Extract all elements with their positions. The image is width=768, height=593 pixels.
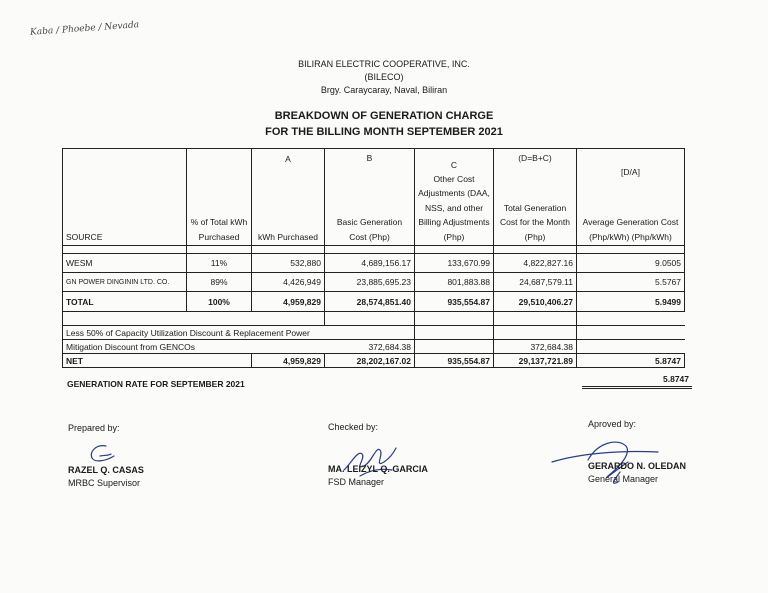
doc-subtitle: FOR THE BILLING MONTH SEPTEMBER 2021 [265, 126, 503, 138]
kwh-cell: 4,426,949 [252, 273, 325, 292]
total-cost-cell: 4,822,827.16 [494, 254, 577, 273]
less-line1-row [63, 326, 685, 340]
col-pct-header: % of Total kWh Purchased [187, 149, 252, 246]
generation-rate-value: 5.8747 [663, 374, 689, 384]
spacer-row [63, 246, 685, 254]
net-other-cost: 935,554.87 [415, 354, 494, 368]
total-cost-cell: 24,687,579.11 [494, 273, 577, 292]
net-row [63, 354, 685, 368]
less-discount-line2: Mitigation Discount from GENCOs [63, 340, 325, 354]
net-avg-cost: 5.8747 [577, 354, 685, 368]
kwh-cell: 532,880 [252, 254, 325, 273]
table-row [63, 273, 685, 292]
double-underline-top [582, 386, 692, 387]
col-b-code: B [366, 153, 373, 164]
total-basic-cost: 28,574,851.40 [325, 292, 415, 312]
net-label: NET [63, 354, 252, 368]
total-row [63, 292, 685, 312]
basic-cost-cell: 23,885,695.23 [325, 273, 415, 292]
net-basic-cost: 28,202,167.02 [325, 354, 415, 368]
prepared-signature [86, 442, 120, 464]
pct-cell: 11% [187, 254, 252, 273]
col-kwh-header: A kWh Purchased [252, 149, 325, 246]
org-name: BILIRAN ELECTRIC COOPERATIVE, INC. [298, 59, 470, 69]
checked-by-label: Checked by: [328, 422, 379, 432]
other-cost-cell: 133,670.99 [415, 254, 494, 273]
basic-cost-cell: 4,689,156.17 [325, 254, 415, 273]
checker-role: FSD Manager [328, 477, 385, 487]
less-basic-amount: 372,684.38 [325, 340, 415, 354]
total-label: TOTAL [63, 292, 187, 312]
col-basic-header: B Basic Generation Cost (Php) [325, 149, 415, 246]
generation-charge-table [62, 148, 685, 368]
less-blank-row [63, 312, 685, 326]
approver-name: GERARDO N. OLEDAN [588, 461, 687, 471]
doc-title: BREAKDOWN OF GENERATION CHARGE [274, 110, 494, 122]
col-e-code: [D/A] [621, 167, 640, 178]
less-line2-row [63, 340, 685, 354]
checker-signature [340, 440, 400, 480]
total-kwh: 4,959,829 [252, 292, 325, 312]
table-row [63, 254, 685, 273]
pct-cell: 89% [187, 273, 252, 292]
other-cost-cell: 801,883.88 [415, 273, 494, 292]
col-d-code: (D=B+C) [518, 152, 552, 163]
total-avg-cost: 5.9499 [577, 292, 685, 312]
org-address: Brgy. Caraycaray, Naval, Biliran [320, 85, 448, 95]
total-gen-cost: 29,510,406.27 [494, 292, 577, 312]
source-cell: WESM [63, 254, 187, 273]
avg-cost-cell: 5.5767 [577, 273, 685, 292]
source-cell: GN POWER DINGININ LTD. CO. [63, 273, 187, 292]
avg-cost-cell: 9.0505 [577, 254, 685, 273]
net-kwh: 4,959,829 [252, 354, 325, 368]
net-gen-cost: 29,137,721.89 [494, 354, 577, 368]
less-discount-line1: Less 50% of Capacity Utilization Discount & Replacement Power [63, 326, 415, 340]
total-pct: 100% [187, 292, 252, 312]
table-header-row [63, 149, 685, 246]
generation-rate-label: GENERATION RATE FOR SEPTEMBER 2021 [67, 379, 245, 389]
prepared-by-label: Prepared by: [68, 423, 120, 433]
preparer-name: RAZEL Q. CASAS [68, 465, 144, 475]
col-total-header: (D=B+C) Total Generation Cost for the Month (Php) [494, 149, 577, 246]
total-other-cost: 935,554.87 [415, 292, 494, 312]
col-a-code: A [285, 153, 291, 164]
approver-role: General Manager [588, 474, 659, 484]
col-source-header: SOURCE [63, 149, 187, 246]
org-acronym: (BILECO) [364, 72, 404, 82]
col-other-header: C Other Cost Adjustments (DAA, NSS, and other Billing Adjustments (Php) [415, 149, 494, 246]
preparer-role: MRBC Supervisor [68, 478, 141, 488]
checker-name: MA. LEIZYL Q. GARCIA [328, 464, 428, 474]
col-avg-header: [D/A] Average Generation Cost (Php/kWh) (Php/kWh) [577, 149, 685, 246]
less-total-amount: 372,684.38 [494, 340, 577, 354]
col-c-code: C [450, 159, 458, 170]
approved-by-label: Aproved by: [588, 419, 637, 429]
double-underline-bottom [582, 388, 692, 389]
handwritten-note: Kaba / Phoebe / Nevada [29, 20, 140, 38]
